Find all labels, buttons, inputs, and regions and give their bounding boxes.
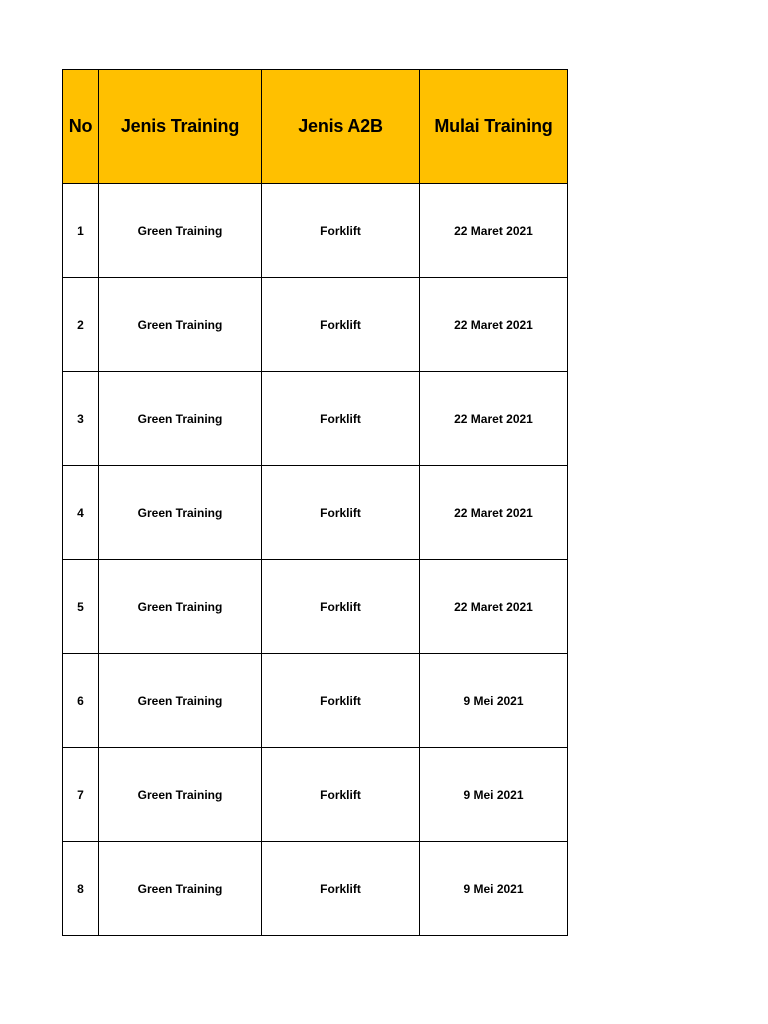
table-header xyxy=(63,70,568,184)
cell-jenis-a2b: Forklift xyxy=(262,842,420,936)
cell-jenis-a2b: Forklift xyxy=(262,184,420,278)
table-row xyxy=(63,372,568,466)
cell-jenis-a2b: Forklift xyxy=(262,372,420,466)
cell-no: 6 xyxy=(63,654,99,748)
cell-no: 3 xyxy=(63,372,99,466)
header-row xyxy=(63,70,568,184)
table-row xyxy=(63,184,568,278)
table-row xyxy=(63,560,568,654)
cell-no: 8 xyxy=(63,842,99,936)
header-jenis-a2b: Jenis A2B xyxy=(262,70,420,184)
cell-jenis-training: Green Training xyxy=(99,278,262,372)
cell-jenis-training: Green Training xyxy=(99,842,262,936)
cell-jenis-training: Green Training xyxy=(99,748,262,842)
cell-no: 5 xyxy=(63,560,99,654)
cell-no: 2 xyxy=(63,278,99,372)
cell-jenis-a2b: Forklift xyxy=(262,466,420,560)
cell-mulai-training: 9 Mei 2021 xyxy=(420,654,568,748)
header-mulai-training: Mulai Training xyxy=(420,70,568,184)
table-row xyxy=(63,842,568,936)
cell-jenis-training: Green Training xyxy=(99,184,262,278)
table-row xyxy=(63,466,568,560)
cell-mulai-training: 22 Maret 2021 xyxy=(420,184,568,278)
cell-mulai-training: 22 Maret 2021 xyxy=(420,560,568,654)
cell-jenis-training: Green Training xyxy=(99,654,262,748)
cell-no: 4 xyxy=(63,466,99,560)
cell-jenis-training: Green Training xyxy=(99,372,262,466)
cell-jenis-a2b: Forklift xyxy=(262,654,420,748)
cell-mulai-training: 22 Maret 2021 xyxy=(420,466,568,560)
table-row xyxy=(63,654,568,748)
cell-mulai-training: 22 Maret 2021 xyxy=(420,278,568,372)
cell-jenis-a2b: Forklift xyxy=(262,560,420,654)
cell-no: 7 xyxy=(63,748,99,842)
table-row xyxy=(63,748,568,842)
cell-mulai-training: 22 Maret 2021 xyxy=(420,372,568,466)
cell-mulai-training: 9 Mei 2021 xyxy=(420,842,568,936)
header-jenis-training: Jenis Training xyxy=(99,70,262,184)
cell-mulai-training: 9 Mei 2021 xyxy=(420,748,568,842)
cell-jenis-a2b: Forklift xyxy=(262,748,420,842)
cell-no: 1 xyxy=(63,184,99,278)
cell-jenis-a2b: Forklift xyxy=(262,278,420,372)
header-no: No xyxy=(63,70,99,184)
training-table xyxy=(62,69,568,936)
table-body xyxy=(63,184,568,936)
table-row xyxy=(63,278,568,372)
cell-jenis-training: Green Training xyxy=(99,466,262,560)
cell-jenis-training: Green Training xyxy=(99,560,262,654)
